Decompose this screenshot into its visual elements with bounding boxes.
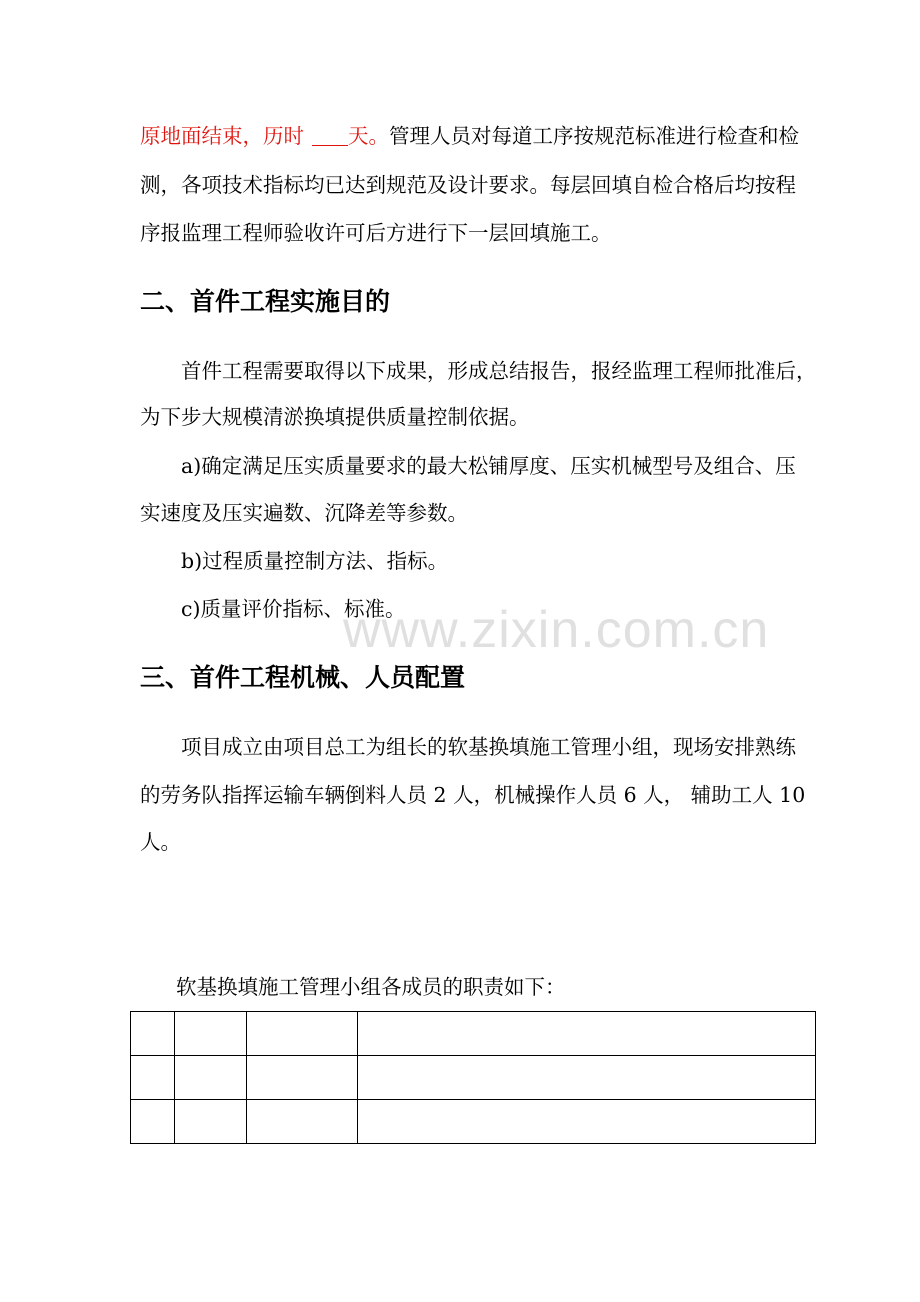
duration-blank [312, 123, 348, 146]
section-2-heading: 二、首件工程实施目的 [140, 287, 391, 316]
section-2-para-line-2: 为下步大规模清淤换填提供质量控制依据。 [140, 405, 530, 429]
table-cell [358, 1056, 816, 1100]
table-cell [358, 1012, 816, 1056]
table-cell [175, 1012, 247, 1056]
section-3-para-line-3: 人。 [140, 830, 181, 854]
item-a-line-1: a)确定满足压实质量要求的最大松铺厚度、压实机械型号及组合、压 [181, 454, 796, 478]
section-3-para-line-1: 项目成立由项目总工为组长的软基换填施工管理小组，现场安排熟练 [181, 735, 796, 759]
table-cell [247, 1012, 358, 1056]
table-row [131, 1100, 816, 1144]
table-cell [131, 1012, 175, 1056]
table-row [131, 1012, 816, 1056]
table-cell [247, 1056, 358, 1100]
table-cell [175, 1056, 247, 1100]
table-cell [247, 1100, 358, 1144]
red-text-start: 原地面结束，历时 [140, 124, 304, 148]
table-cell [131, 1056, 175, 1100]
watermark: www.zixin.com.cn [343, 601, 770, 659]
item-b: b)过程质量控制方法、指标。 [181, 549, 449, 573]
intro-line-2: 测，各项技术指标均已达到规范及设计要求。每层回填自检合格后均按程 [140, 173, 796, 197]
table-row [131, 1056, 816, 1100]
red-text-end: 天。 [348, 124, 389, 148]
table-cell [175, 1100, 247, 1144]
duties-table [130, 1011, 816, 1144]
table-cell [131, 1100, 175, 1144]
table-caption: 软基换填施工管理小组各成员的职责如下： [176, 975, 566, 999]
section-2-para-line-1: 首件工程需要取得以下成果，形成总结报告，报经监理工程师批准后， [181, 359, 817, 383]
section-3-heading: 三、首件工程机械、人员配置 [140, 663, 466, 692]
intro-line-1-rest: 管理人员对每道工序按规范标准进行检查和检 [389, 124, 799, 148]
table-cell [358, 1100, 816, 1144]
item-c: c)质量评价指标、标准。 [181, 597, 406, 621]
item-a-line-2: 实速度及压实遍数、沉降差等参数。 [140, 501, 468, 525]
intro-line-1 [140, 121, 799, 151]
section-3-para-line-2: 的劳务队指挥运输车辆倒料人员 2 人，机械操作人员 6 人， 辅助工人 10 [140, 783, 806, 807]
intro-line-3: 序报监理工程师验收许可后方进行下一层回填施工。 [140, 221, 612, 245]
